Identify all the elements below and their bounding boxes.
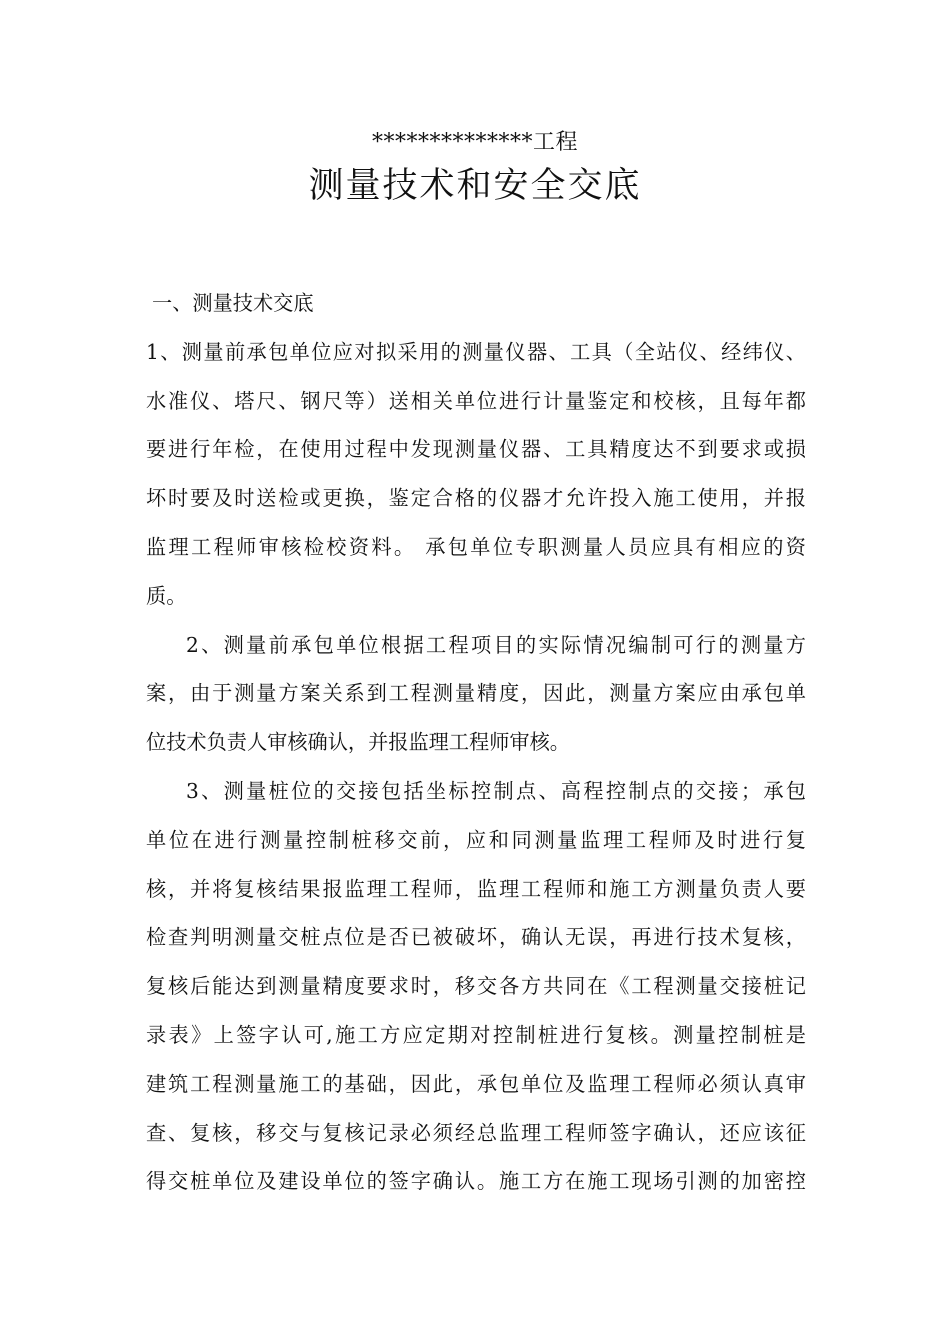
paragraph-line: 检查判明测量交桩点位是否已被破坏，确认无误，再进行技术复核， bbox=[146, 925, 806, 950]
paragraph-line: 查、复核，移交与复核记录必须经总监理工程师签字确认，还应该征 bbox=[146, 1120, 806, 1145]
section-heading: 一、测量技术交底 bbox=[152, 291, 314, 315]
paragraph-line: 水准仪、塔尺、钢尺等）送相关单位进行计量鉴定和校核，且每年都 bbox=[146, 388, 806, 413]
document-body bbox=[146, 279, 806, 1206]
paragraph-line: 案，由于测量方案关系到工程测量精度，因此，测量方案应由承包单 bbox=[146, 681, 806, 706]
paragraph-line: 2、测量前承包单位根据工程项目的实际情况编制可行的测量方 bbox=[186, 632, 806, 657]
paragraph-line: 监理工程师审核检校资料。 承包单位专职测量人员应具有相应的资 bbox=[146, 534, 806, 559]
paragraph-line: 得交桩单位及建设单位的签字确认。施工方在施工现场引测的加密控 bbox=[146, 1169, 806, 1194]
paragraph-line: 3、测量桩位的交接包括坐标控制点、高程控制点的交接；承包 bbox=[186, 778, 806, 803]
paragraph-line: 位技术负责人审核确认，并报监理工程师审核。 bbox=[146, 730, 570, 755]
paragraph-line: 单位在进行测量控制桩移交前，应和同测量监理工程师及时进行复 bbox=[146, 827, 806, 852]
paragraph-line: 建筑工程测量施工的基础，因此，承包单位及监理工程师必须认真审 bbox=[146, 1071, 806, 1096]
document-subtitle: **************工程 bbox=[371, 130, 578, 155]
paragraph-line: 复核后能达到测量精度要求时，移交各方共同在《工程测量交接桩记 bbox=[146, 974, 806, 999]
paragraph-line: 核，并将复核结果报监理工程师，监理工程师和施工方测量负责人要 bbox=[146, 876, 806, 901]
paragraph-line: 录表》上签字认可,施工方应定期对控制桩进行复核。测量控制桩是 bbox=[146, 1022, 806, 1047]
paragraph-line: 1、测量前承包单位应对拟采用的测量仪器、工具（全站仪、经纬仪、 bbox=[146, 339, 806, 364]
paragraph-line: 要进行年检，在使用过程中发现测量仪器、工具精度达不到要求或损 bbox=[146, 437, 806, 462]
paragraph-line: 坏时要及时送检或更换，鉴定合格的仪器才允许投入施工使用，并报 bbox=[146, 486, 806, 511]
paragraph-line: 质。 bbox=[146, 583, 187, 608]
document-title: 测量技术和安全交底 bbox=[308, 166, 642, 206]
